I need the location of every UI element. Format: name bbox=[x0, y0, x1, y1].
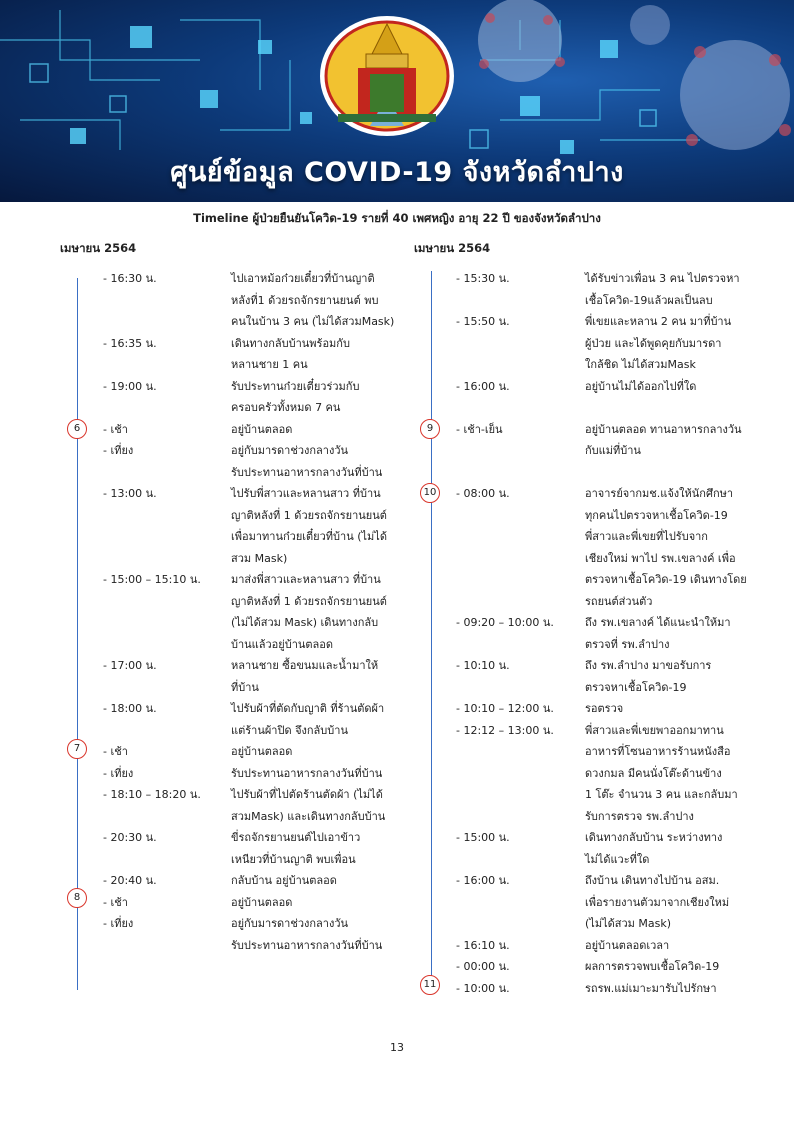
entry-time: - 18:10 – 18:20 น. bbox=[103, 788, 201, 801]
entry-time: - 00:00 น. bbox=[456, 960, 510, 973]
entry-description-line: ถึงบ้าน เดินทางไปบ้าน อสม. bbox=[585, 874, 720, 887]
entry-description-line: อาจารย์จากมช.แจ้งให้นักศึกษา bbox=[585, 487, 734, 500]
entry-time: - 15:50 น. bbox=[456, 315, 510, 328]
entry-description bbox=[231, 892, 292, 914]
left-timeline-line bbox=[77, 278, 78, 990]
entry-description-line: ไปรับผ้าที่ตัดกับญาติ ที่ร้านตัดผ้า bbox=[231, 702, 385, 715]
entry-time: - เช้า-เย็น bbox=[456, 422, 503, 436]
entry-time: - 16:00 น. bbox=[456, 874, 510, 887]
entry-time: - 19:00 น. bbox=[103, 379, 157, 393]
entry-description-line: ทุกคนไปตรวจหาเชื้อโควิด-19 bbox=[585, 508, 728, 522]
entry-description-line: รถยนต์ส่วนตัว bbox=[585, 594, 653, 608]
entry-description-line: สวม Mask) bbox=[231, 551, 288, 565]
entry-description-line: อยู่บ้านตลอด bbox=[231, 745, 293, 758]
entry-description bbox=[231, 827, 360, 870]
entry-description-line: เดินทางกลับบ้าน ระหว่างทาง bbox=[585, 831, 723, 844]
entry-description-line: พี่เขยและหลาน 2 คน มาที่บ้าน bbox=[585, 315, 732, 328]
entry-description-line: ที่บ้าน bbox=[231, 680, 259, 694]
entry-description-line: คนในบ้าน 3 คน (ไม่ได้สวมMask) bbox=[231, 315, 395, 328]
entry-description-line: กลับบ้าน อยู่บ้านตลอด bbox=[231, 874, 337, 887]
entry-description bbox=[585, 720, 738, 828]
entry-description bbox=[585, 978, 717, 1000]
entry-description-line: ไปรับพี่สาวและหลานสาว ที่บ้าน bbox=[231, 487, 381, 500]
entry-description bbox=[231, 741, 292, 763]
entry-description-line: อยู่บ้านตลอดเวลา bbox=[585, 938, 670, 952]
entry-description bbox=[231, 698, 384, 741]
entry-description-line: อยู่บ้านตลอด bbox=[231, 422, 293, 436]
day-marker: 10 bbox=[420, 483, 440, 503]
entry-description-line: เชื้อโควิด-19แล้วผลเป็นลบ bbox=[585, 293, 713, 307]
entry-description bbox=[585, 612, 731, 655]
entry-description-line: ถึง รพ.เขลางค์ ได้แนะนำให้มา bbox=[585, 616, 731, 629]
entry-time: - 09:20 – 10:00 น. bbox=[456, 616, 554, 629]
entry-description-line: ผลการตรวจพบเชื้อโควิด-19 bbox=[585, 960, 720, 973]
entry-description bbox=[585, 419, 742, 462]
entry-description bbox=[231, 419, 292, 441]
entry-time: - เที่ยง bbox=[103, 766, 134, 780]
entry-description bbox=[231, 655, 378, 698]
day-marker: 9 bbox=[420, 419, 440, 439]
entry-description-line: ตรวจหาเชื้อโควิด-19 เดินทางโดย bbox=[585, 573, 747, 586]
day-marker: 8 bbox=[67, 888, 87, 908]
entry-description-line: 1 โต๊ะ จำนวน 3 คน และกลับมา bbox=[585, 788, 738, 801]
entry-description-line: สวมMask) และเดินทางกลับบ้าน bbox=[231, 809, 386, 823]
entry-description-line: พี่สาวและพี่เขยที่ไปรับจาก bbox=[585, 530, 708, 543]
entry-description-line: ไปรับผ้าที่ไปตัดร้านตัดผ้า (ไม่ได้ bbox=[231, 788, 383, 801]
entry-time: - เที่ยง bbox=[103, 917, 134, 930]
entry-description-line: ใกล้ชิด ไม่ได้สวมMask bbox=[585, 358, 696, 371]
entry-description-line: รับประทานก๋วยเตี๋ยวร่วมกับ bbox=[231, 379, 360, 393]
entry-description bbox=[231, 333, 350, 376]
entry-description-line: หลานชาย 1 คน bbox=[231, 358, 308, 371]
entry-description bbox=[585, 956, 719, 978]
entry-description bbox=[231, 483, 387, 569]
entry-description bbox=[585, 483, 747, 612]
entry-description bbox=[231, 913, 382, 956]
entry-description-line: พี่สาวและพี่เขยพาออกมาทาน bbox=[585, 723, 724, 737]
day-marker: 6 bbox=[67, 419, 87, 439]
entry-time: - 12:12 – 13:00 น. bbox=[456, 723, 554, 737]
day-marker: 11 bbox=[420, 975, 440, 995]
entry-time: - 15:00 – 15:10 น. bbox=[103, 573, 201, 586]
entry-description bbox=[585, 827, 722, 870]
entry-description-line: อยู่บ้านตลอด ทานอาหารกลางวัน bbox=[585, 422, 742, 436]
entry-description-line: ตรวจที่ รพ.ลำปาง bbox=[585, 637, 670, 651]
left-month-heading: เมษายน 2564 bbox=[60, 241, 137, 255]
entry-description-line: รับประทานอาหารกลางวันที่บ้าน bbox=[231, 766, 383, 780]
page-number: 13 bbox=[390, 1041, 404, 1054]
entry-time: - เที่ยง bbox=[103, 444, 134, 457]
entry-description-line: ได้รับข่าวเพื่อน 3 คน ไปตรวจหา bbox=[585, 272, 740, 285]
right-month-heading: เมษายน 2564 bbox=[414, 241, 491, 255]
entry-description-line: เหนียวที่บ้านญาติ พบเพื่อน bbox=[231, 852, 356, 866]
right-timeline-line bbox=[431, 271, 432, 986]
entry-description bbox=[231, 784, 385, 827]
entry-time: - 10:00 น. bbox=[456, 981, 510, 995]
entry-description bbox=[231, 870, 337, 892]
day-marker: 7 bbox=[67, 739, 87, 759]
entry-description-line: ตรวจหาเชื้อโควิด-19 bbox=[585, 680, 687, 694]
entry-description-line: ผู้ป่วย และได้พูดคุยกับมารดา bbox=[585, 336, 722, 350]
entry-time: - 20:40 น. bbox=[103, 874, 157, 887]
entry-description-line: ดวงกมล มีคนนั่งโต๊ะด้านข้าง bbox=[585, 766, 722, 780]
entry-time: - 20:30 น. bbox=[103, 831, 157, 844]
entry-description bbox=[231, 440, 382, 483]
entry-description bbox=[585, 698, 623, 720]
entry-description-line: แต่ร้านผ้าปิด จึงกลับบ้าน bbox=[231, 723, 348, 737]
entry-time: - 15:00 น. bbox=[456, 831, 510, 844]
entry-time: - 18:00 น. bbox=[103, 702, 157, 715]
header-banner bbox=[0, 0, 794, 202]
entry-description-line: (ไม่ได้สวม Mask) bbox=[585, 917, 672, 930]
entry-description bbox=[585, 655, 711, 698]
entry-time: - เช้า bbox=[103, 745, 128, 758]
entry-description bbox=[585, 376, 696, 398]
entry-description-line: ไปเอาหม้อก๋วยเตี๋ยวที่บ้านญาติ bbox=[231, 272, 375, 285]
entry-time: - 16:30 น. bbox=[103, 272, 157, 285]
entry-description bbox=[585, 935, 669, 957]
entry-time: - 17:00 น. bbox=[103, 659, 157, 672]
entry-description-line: (ไม่ได้สวม Mask) เดินทางกลับ bbox=[231, 616, 379, 629]
entry-description-line: บ้านแล้วอยู่บ้านตลอด bbox=[231, 637, 334, 651]
entry-description-line: กับแม่ที่บ้าน bbox=[585, 444, 641, 457]
entry-description bbox=[585, 311, 731, 376]
entry-description-line: ถึง รพ.ลำปาง มาขอรับการ bbox=[585, 659, 712, 672]
entry-description-line: อาหารที่โซนอาหารร้านหนังสือ bbox=[585, 745, 731, 758]
entry-description-line: เดินทางกลับบ้านพร้อมกับ bbox=[231, 336, 350, 350]
entry-description-line: ขี่รถจักรยานยนต์ไปเอาข้าว bbox=[231, 831, 361, 844]
entry-description bbox=[585, 268, 740, 311]
entry-description-line: ญาติหลังที่ 1 ด้วยรถจักรยานยนต์ bbox=[231, 508, 387, 522]
entry-description-line: เพื่อมาทานก๋วยเตี๋ยวที่บ้าน (ไม่ได้ bbox=[231, 530, 387, 543]
entry-description-line: หลังที่1 ด้วยรถจักรยานยนต์ พบ bbox=[231, 293, 379, 307]
entry-description-line: เชียงใหม่ พาไป รพ.เขลางค์ เพื่อ bbox=[585, 551, 736, 565]
entry-description-line: อยู่บ้านตลอด bbox=[231, 895, 293, 909]
province-seal-icon bbox=[318, 14, 456, 138]
entry-time: - เช้า bbox=[103, 422, 128, 436]
entry-description-line: รถรพ.แม่เมาะมารับไปรักษา bbox=[585, 981, 717, 995]
entry-description-line: รับประทานอาหารกลางวันที่บ้าน bbox=[231, 938, 383, 952]
entry-description bbox=[231, 268, 394, 333]
entry-description bbox=[231, 376, 359, 419]
entry-time: - 16:10 น. bbox=[456, 938, 510, 952]
entry-time: - 13:00 น. bbox=[103, 487, 157, 500]
entry-time: - 16:35 น. bbox=[103, 336, 157, 350]
banner-title: ศูนย์ข้อมูล COVID-19 จังหวัดลำปาง bbox=[170, 157, 624, 188]
entry-description bbox=[231, 569, 387, 655]
entry-description-line: ครอบครัวทั้งหมด 7 คน bbox=[231, 401, 341, 414]
entry-time: - 16:00 น. bbox=[456, 379, 510, 393]
entry-description-line: อยู่กับมารดาช่วงกลางวัน bbox=[231, 444, 349, 457]
entry-description bbox=[231, 763, 382, 785]
entry-description-line: รับประทานอาหารกลางวันที่บ้าน bbox=[231, 465, 383, 479]
entry-description-line: ญาติหลังที่ 1 ด้วยรถจักรยานยนต์ bbox=[231, 594, 387, 608]
entry-description-line: มาส่งพี่สาวและหลานสาว ที่บ้าน bbox=[231, 573, 381, 586]
entry-time: - 15:30 น. bbox=[456, 272, 510, 285]
document-subtitle: Timeline ผู้ป่วยยืนยันโควิด-19 รายที่ 40 เพศหญิง อายุ 22 ปี ของจังหวัดลำปาง bbox=[193, 211, 601, 225]
entry-time: - เช้า bbox=[103, 895, 128, 909]
entry-time: - 10:10 น. bbox=[456, 659, 510, 672]
entry-description-line: รับการตรวจ รพ.ลำปาง bbox=[585, 809, 694, 823]
entry-description-line: หลานชาย ซื้อขนมและน้ำมาให้ bbox=[231, 659, 379, 672]
entry-description-line: อยู่กับมารดาช่วงกลางวัน bbox=[231, 917, 349, 930]
entry-time: - 08:00 น. bbox=[456, 487, 510, 500]
entry-description-line: ไม่ได้แวะที่ใด bbox=[585, 852, 650, 866]
entry-description-line: อยู่บ้านไม่ได้ออกไปที่ใด bbox=[585, 379, 697, 393]
entry-description-line: รอตรวจ bbox=[585, 702, 624, 715]
entry-time: - 10:10 – 12:00 น. bbox=[456, 702, 554, 715]
entry-description-line: เพื่อรายงานตัวมาจากเชียงใหม่ bbox=[585, 895, 730, 909]
entry-description bbox=[585, 870, 729, 935]
